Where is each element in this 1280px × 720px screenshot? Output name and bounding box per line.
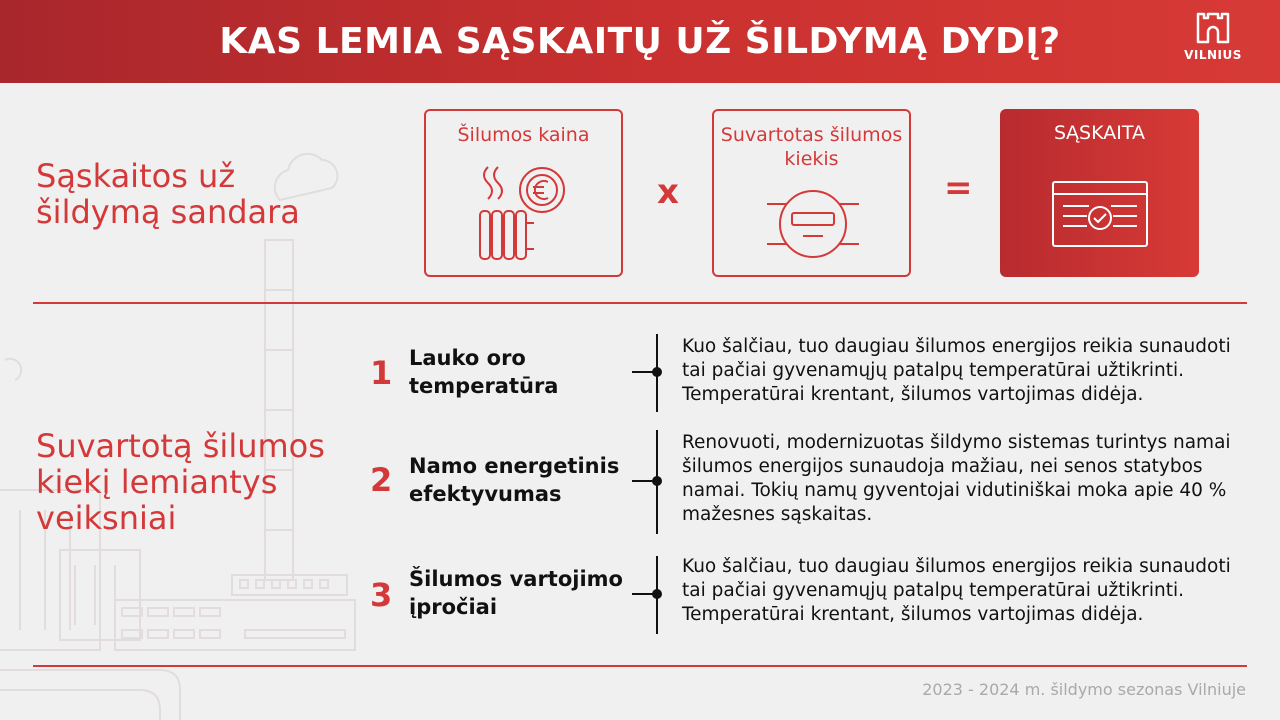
logo-text: VILNIUS <box>1184 48 1242 62</box>
factor-description: Renovuoti, modernizuotas šildymo sistemas turintys namai šilumos energijos sunaudoja mažiau, nei senos statybos namai. Tokių namų gyventojai vidutiniškai moka apie 40 % mažesnes sąskaitas. <box>682 432 1231 525</box>
factor-number: 1 <box>370 354 393 392</box>
factor-description: Kuo šalčiau, tuo daugiau šilumos energijos reikia sunaudoti tai pačiai gyvenamųjų patalpų temperatūrai užtikrinti. Temperatūrai krentant, šilumos vartojimas didėja. <box>682 556 1231 625</box>
section-divider-bottom <box>33 665 1247 667</box>
section-divider-top <box>33 302 1247 304</box>
factor-number: 3 <box>370 576 393 614</box>
factor-name: Namo energetinis efektyvumas <box>409 454 620 506</box>
factor-connector-dot <box>652 476 662 486</box>
heat-price-card <box>424 109 623 277</box>
factors-section-title: Suvartotą šilumos kiekį lemiantys veiksniai <box>36 427 325 537</box>
invoice-label: SĄSKAITA <box>1054 122 1145 144</box>
footer-note: 2023 - 2024 m. šildymo sezonas Vilniuje <box>922 680 1246 699</box>
invoice-card <box>1000 109 1199 277</box>
heat-consumption-label: Suvartotas šilumos kiekis <box>720 124 903 170</box>
page-title: KAS LEMIA SĄSKAITŲ UŽ ŠILDYMĄ DYDĮ? <box>219 21 1061 62</box>
structure-section-title: Sąskaitos už šildymą sandara <box>36 157 300 231</box>
factor-description: Kuo šalčiau, tuo daugiau šilumos energijos reikia sunaudoti tai pačiai gyvenamųjų patalpų temperatūrai užtikrinti. Temperatūrai krentant, šilumos vartojimas didėja. <box>682 336 1231 405</box>
factor-connector-dot <box>652 589 662 599</box>
factor-name: Šilumos vartojimo įpročiai <box>409 567 623 619</box>
heat-meter-icon <box>763 181 863 267</box>
factor-number: 2 <box>370 461 393 499</box>
heat-price-label: Šilumos kaina <box>457 124 590 146</box>
header-banner <box>0 0 1280 83</box>
multiply-operator: x <box>657 172 679 212</box>
heat-consumption-card <box>712 109 911 277</box>
vilnius-logo <box>1178 12 1248 70</box>
radiator-euro-icon <box>474 163 584 263</box>
castle-tower-icon <box>1194 12 1232 46</box>
equals-operator: = <box>944 168 973 208</box>
factor-name: Lauko oro temperatūra <box>409 346 559 398</box>
factor-connector-dot <box>652 367 662 377</box>
invoice-check-icon <box>1051 180 1149 248</box>
